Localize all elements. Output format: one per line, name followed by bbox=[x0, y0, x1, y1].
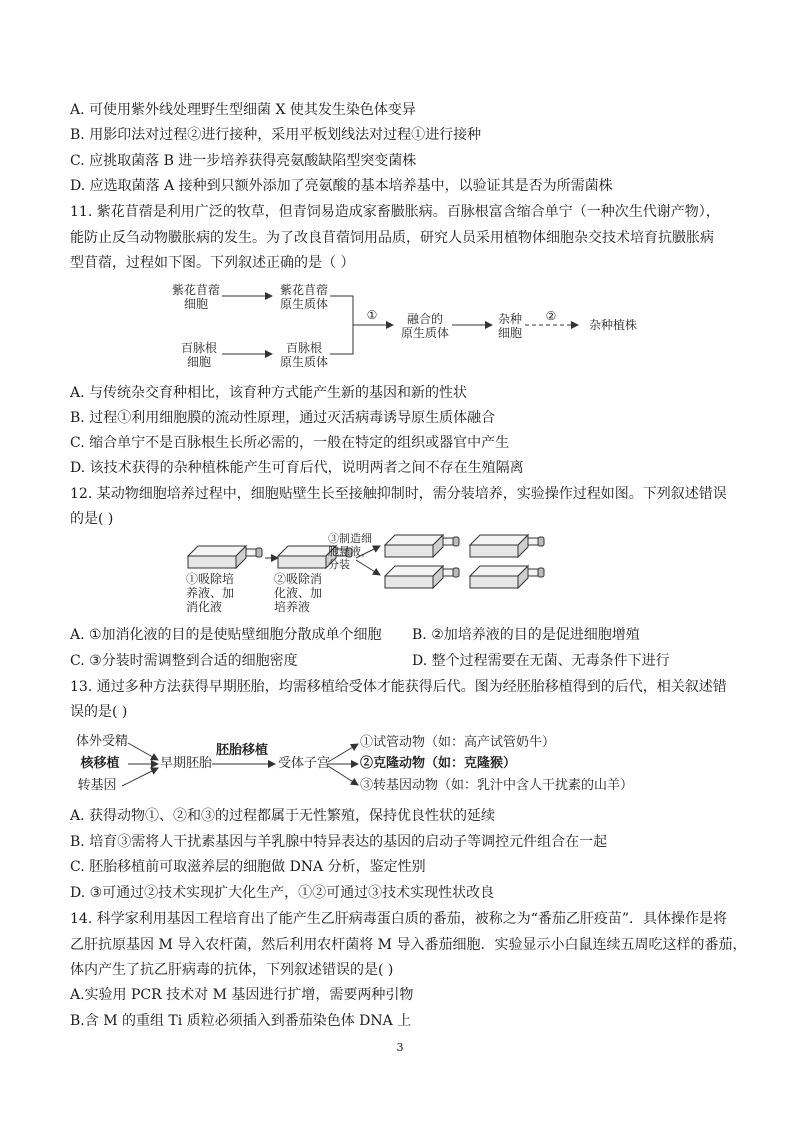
q10-option-c: C. 应挑取菌落 B 进一步培养获得亮氨酸缺陷型突变菌株 bbox=[70, 153, 417, 169]
q13-early-embryo: 早期胚胎 bbox=[159, 756, 212, 771]
q12-step3-label: ③制造细 胞悬液， 分装 bbox=[328, 532, 372, 571]
q14-option-a: A.实验用 PCR 技术对 M 基因进行扩增，需要两种引物 bbox=[70, 987, 414, 1003]
q11-lotus-protoplast: 百脉根 原生质体 bbox=[279, 341, 328, 369]
q14-stem-line2: 乙肝抗原基因 M 导入农杆菌，然后利用农杆菌将 M 导入番茄细胞．实验显示小白鼠连续五周吃这样的番茄， bbox=[70, 937, 747, 953]
q14-option-b: B.含 M 的重组 Ti 质粒必须插入到番茄染色体 DNA 上 bbox=[70, 1013, 412, 1029]
q13-option-a: A. 获得动物①、②和③的过程都属于无性繁殖，保持优良性状的延续 bbox=[70, 808, 496, 824]
q11-fused-protoplast: 融合的 原生质体 bbox=[400, 312, 449, 340]
q13-embryo-transfer-label: 胚胎移植 bbox=[215, 743, 268, 758]
q10-option-b: B. 用影印法对过程②进行接种，采用平板划线法对过程①进行接种 bbox=[70, 127, 482, 143]
q12-stem-line1: 12. 某动物细胞培养过程中，细胞贴壁生长至接触抑制时，需分装培养，实验操作过程如图。下列叙述错误 bbox=[70, 486, 727, 502]
q13-stem-line1: 13. 通过多种方法获得早期胚胎，均需移植给受体才能获得后代。图为经胚胎移植得到的后代，相关叙述错 bbox=[70, 679, 727, 695]
q11-option-c: C. 缩合单宁不是百脉根生长所必需的，一般在特定的组织或器官中产生 bbox=[70, 435, 510, 451]
q12-step1-label: ①吸除培 养液、加 消化液 bbox=[186, 572, 235, 614]
q12-option-b: B. ②加培养液的目的是促进细胞增殖 bbox=[412, 627, 640, 643]
q11-alfalfa-cell: 紫花苜蓿 细胞 bbox=[171, 283, 220, 311]
q12-step2-label: ②吸除消 化液、加 培养液 bbox=[274, 572, 323, 614]
q11-hybrid-cell: 杂种 细胞 bbox=[497, 312, 522, 340]
q11-stem-line2: 能防止反刍动物臌胀病的发生。为了改良苜蓿饲用品质，研究人员采用植物体细胞杂交技术培育抗臌胀病 bbox=[70, 230, 714, 246]
q13-source-nuclear-transfer: 核移植 bbox=[80, 756, 120, 771]
q10-option-a: A. 可使用紫外线处理野生型细菌 X 使其发生染色体变异 bbox=[70, 102, 416, 118]
q12-stem-line2: 的是( ) bbox=[70, 511, 114, 527]
q11-step1-label: ① bbox=[366, 308, 378, 322]
q11-option-d: D. 该技术获得的杂种植株能产生可育后代，说明两者之间不存在生殖隔离 bbox=[70, 460, 524, 476]
q11-stem-line3: 型苜蓿，过程如下图。下列叙述正确的是（ ） bbox=[70, 255, 355, 271]
q12-option-d: D. 整个过程需要在无菌、无毒条件下进行 bbox=[412, 653, 670, 669]
q13-source-ivf: 体外受精 bbox=[75, 734, 128, 749]
q11-stem-line1: 11. 紫花苜蓿是利用广泛的牧草，但青饲易造成家畜臌胀病。百脉根富含缩合单宁（一种次生代谢产物）， bbox=[70, 204, 720, 220]
q11-option-b: B. 过程①利用细胞膜的流动性原理，通过灭活病毒诱导原生质体融合 bbox=[70, 410, 496, 426]
q12-option-c: C. ③分装时需调整到合适的细胞密度 bbox=[70, 653, 298, 669]
q13-option-d: D. ③可通过②技术实现扩大化生产，①②可通过③技术实现性状改良 bbox=[70, 885, 495, 901]
q11-hybrid-plant: 杂种植株 bbox=[588, 318, 637, 332]
q10-option-d: D. 应选取菌落 A 接种到只额外添加了亮氨酸的基本培养基中，以验证其是否为所需菌株 bbox=[70, 178, 613, 194]
q14-stem-line1: 14. 科学家利用基因工程培育出了能产生乙肝病毒蛋白质的番茄，被称之为“番茄乙肝疫苗”．具体操作是将 bbox=[70, 911, 728, 927]
q13-source-transgenic: 转基因 bbox=[77, 778, 117, 793]
q11-alfalfa-protoplast: 紫花苜蓿 原生质体 bbox=[279, 283, 328, 311]
q13-option-b: B. 培育③需将人干扰素基因与羊乳腺中特异表达的基因的启动子等调控元件组合在一起 bbox=[70, 834, 608, 850]
q13-recipient-uterus: 受体子宫 bbox=[277, 756, 330, 771]
q13-output-cloned-animal: ②克隆动物（如：克隆猴） bbox=[360, 756, 517, 771]
page-number: 3 bbox=[396, 1041, 404, 1054]
q12-option-a: A. ①加消化液的目的是使贴壁细胞分散成单个细胞 bbox=[70, 627, 382, 643]
q13-stem-line2: 误的是( ) bbox=[70, 704, 128, 720]
q11-lotus-cell: 百脉根 细胞 bbox=[180, 341, 217, 369]
q14-stem-line3: 体内产生了抗乙肝病毒的抗体，下列叙述错误的是( ) bbox=[70, 962, 394, 978]
q11-step2-label: ② bbox=[545, 309, 557, 323]
q11-option-a: A. 与传统杂交育种相比，该育种方式能产生新的基因和新的性状 bbox=[70, 385, 468, 401]
q13-output-test-tube-animal: ①试管动物（如：高产试管奶牛） bbox=[360, 735, 556, 750]
q13-option-c: C. 胚胎移植前可取滋养层的细胞做 DNA 分析，鉴定性别 bbox=[70, 859, 426, 875]
q13-output-transgenic-animal: ③转基因动物（如：乳汁中含人干扰素的山羊） bbox=[360, 778, 634, 793]
